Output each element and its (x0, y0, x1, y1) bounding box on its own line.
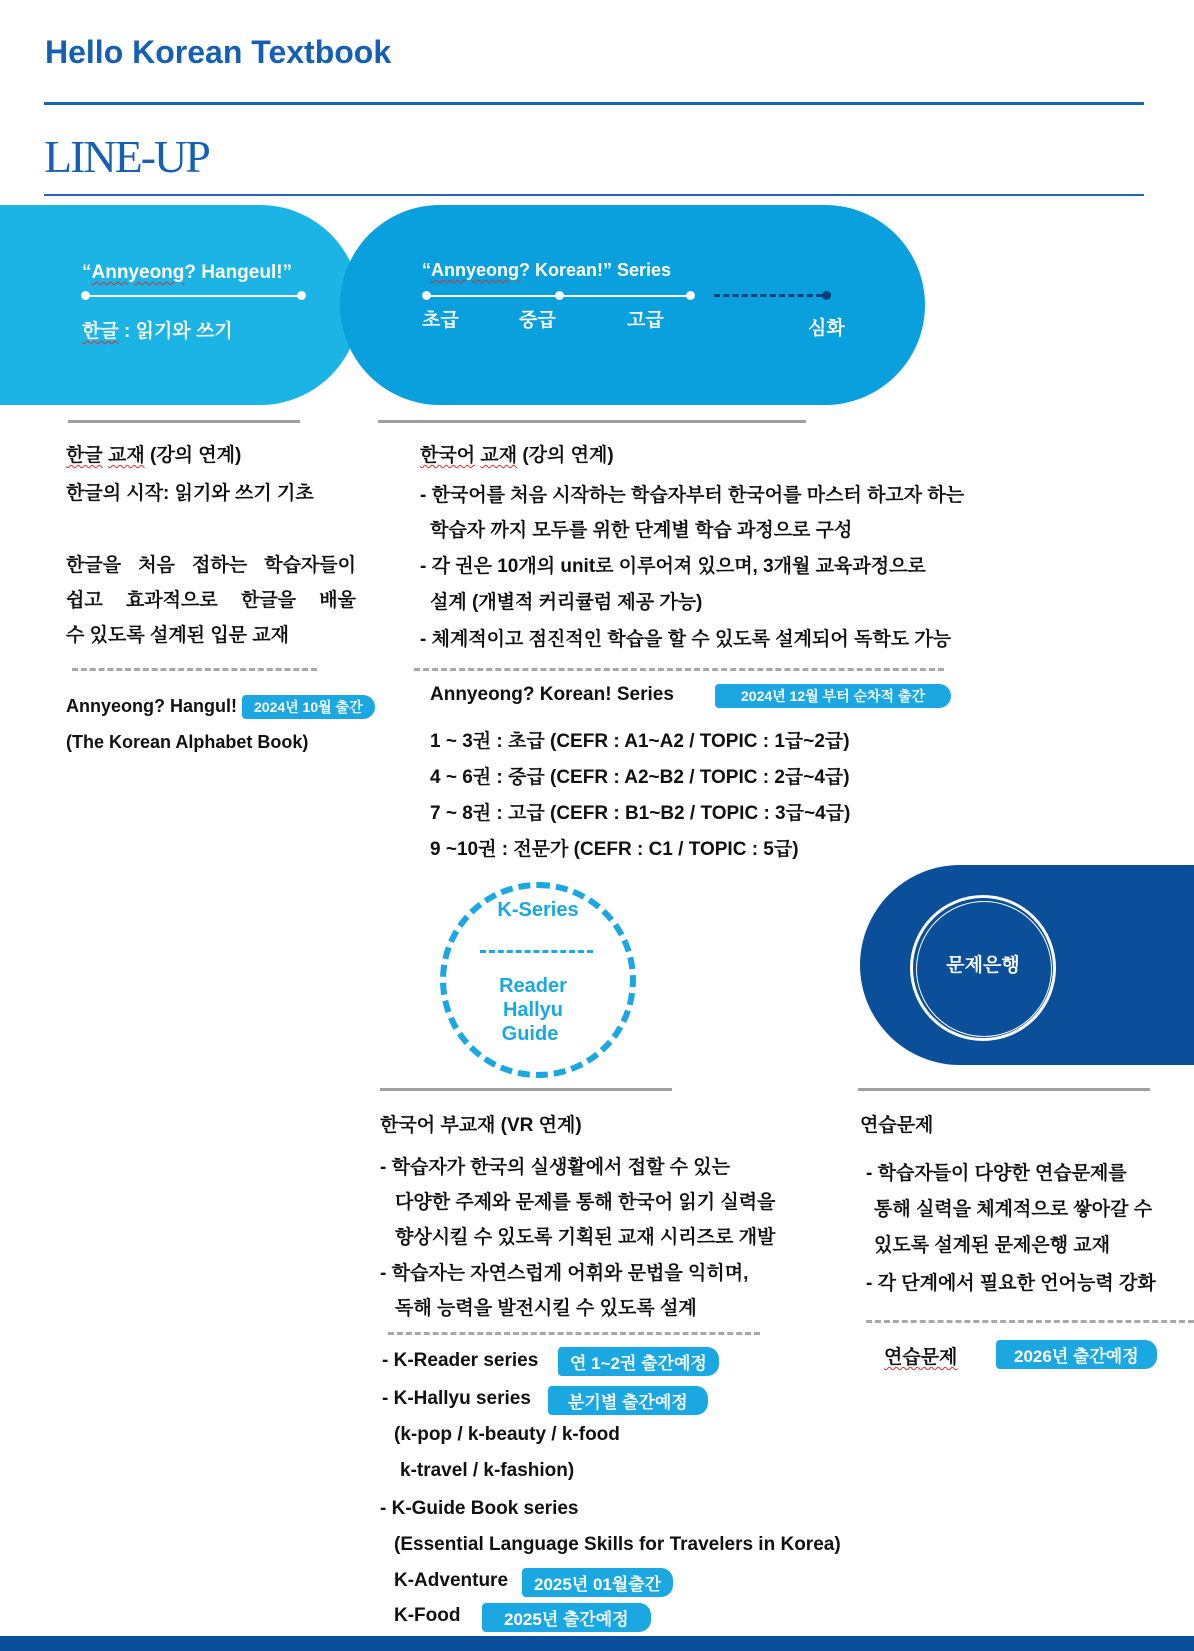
practice-section-heading: 연습문제 (860, 1115, 934, 1136)
k-adventure-label: K-Adventure (394, 1570, 509, 1591)
supp-bullet-2-cont: 독해 능력을 발전시킬 수 있도록 설계 (395, 1298, 697, 1319)
k-hallyu-topics-2: k-travel / k-fashion) (400, 1460, 575, 1481)
korean-bullet-1-cont: 학습자 까지 모두를 위한 단계별 학습 과정으로 구성 (430, 520, 853, 541)
series-dot-advanced (686, 291, 695, 300)
practice-bullet-2: - 각 단계에서 필요한 언어능력 강화 (866, 1273, 1156, 1294)
k-hallyu-topics-1: (k-pop / k-beauty / k-food (394, 1424, 620, 1445)
korean-section-heading: 한국어 교재 (강의 연계) (420, 445, 614, 466)
practice-dashed-divider (866, 1320, 1194, 1323)
header-divider (44, 102, 1144, 105)
k-guide-subtitle: (Essential Language Skills for Travelers in Korea) (394, 1534, 841, 1555)
hangeul-desc-2: 쉽고 효과적으로 한글을 배울 (66, 590, 356, 611)
korean-level-expert: 9 ~10권 : 전문가 (CEFR : C1 / TOPIC : 5급) (430, 839, 799, 860)
hangeul-pill-dot-end (297, 291, 306, 300)
practice-section-divider (858, 1088, 1150, 1091)
hangeul-book-row (66, 695, 375, 719)
supp-bullet-1-cont-a: 다양한 주제와 문제를 통해 한국어 읽기 실력을 (395, 1192, 776, 1213)
hangeul-desc-3: 수 있도록 설계된 입문 교재 (66, 625, 290, 646)
k-guide-label: - K-Guide Book series (380, 1498, 579, 1519)
supp-bullet-1: - 학습자가 한국의 실생활에서 접할 수 있는 (380, 1157, 731, 1178)
hangeul-dashed-divider (72, 668, 317, 671)
hangeul-pill-line (82, 295, 302, 297)
korean-dashed-divider (414, 668, 944, 671)
practice-bullet-1-cont-a: 통해 실력을 체계적으로 쌓아갈 수 (874, 1199, 1153, 1220)
lineup-heading: LINE-UP (44, 131, 209, 182)
korean-bullet-2-cont: 설계 (개별적 커리큘럼 제공 가능) (430, 592, 703, 613)
korean-bullet-3: - 체계적이고 점진적인 학습을 할 수 있도록 설계되어 독학도 가능 (420, 629, 952, 650)
hangeul-pill (0, 205, 360, 405)
k-series-hallyu: Hallyu (502, 999, 564, 1021)
footer-bar (0, 1636, 1194, 1651)
k-series-title: K-Series (497, 899, 579, 921)
korean-level-intermediate: 4 ~ 6권 : 중급 (CEFR : A2~B2 / TOPIC : 2급~4급) (430, 767, 850, 788)
korean-series-release-badge: 2024년 12월 부터 순차적 출간 (715, 684, 951, 708)
supp-bullet-2: - 학습자는 자연스럽게 어휘와 문법을 익히며, (380, 1263, 749, 1284)
hangeul-desc-1: 한글을 처음 접하는 학습자들이 (66, 555, 356, 576)
hangeul-book-title: Annyeong? Hangul! (66, 696, 237, 716)
korean-bullet-2: - 각 권은 10개의 unit로 이루어져 있으며, 3개월 교육과정으로 (420, 556, 926, 577)
k-hallyu-label: - K-Hallyu series (382, 1388, 531, 1409)
k-food-label: K-Food (394, 1605, 461, 1626)
korean-section-divider (378, 420, 806, 423)
question-bank-label: 문제은행 (946, 955, 1020, 976)
series-pill-title: “Annyeong? Korean!” Series (422, 260, 672, 280)
hangeul-pill-subtitle: 한글 : 읽기와 쓰기 (82, 321, 233, 342)
hangeul-book-subtitle: (The Korean Alphabet Book) (66, 732, 309, 752)
hangeul-section-heading: 한글 교재 (강의 연계) (66, 445, 242, 466)
korean-series-title: Annyeong? Korean! Series (430, 684, 674, 705)
supp-bullet-1-cont-b: 향상시킬 수 있도록 기획된 교재 시리즈로 개발 (395, 1227, 776, 1248)
series-dot-mastery (822, 291, 831, 300)
practice-bullet-1-cont-b: 있도록 설계된 문제은행 교재 (874, 1235, 1111, 1256)
k-food-badge: 2025년 출간예정 (482, 1603, 651, 1632)
korean-level-advanced: 7 ~ 8권 : 고급 (CEFR : B1~B2 / TOPIC : 3급~4급) (430, 803, 851, 824)
hangeul-pill-title: “Annyeong? Hangeul!” (82, 262, 293, 283)
hangeul-release-badge: 2024년 10월 출간 (242, 695, 375, 719)
series-dot-intermediate (555, 291, 564, 300)
hangeul-section-divider (68, 420, 300, 423)
supp-section-divider (380, 1088, 672, 1091)
korean-level-beginner: 1 ~ 3권 : 초급 (CEFR : A1~A2 / TOPIC : 1급~2급) (430, 731, 850, 752)
k-series-divider (480, 950, 593, 953)
practice-label: 연습문제 (884, 1347, 958, 1368)
k-reader-label: - K-Reader series (382, 1350, 539, 1371)
hangeul-intro-line: 한글의 시작: 읽기와 쓰기 기초 (66, 483, 314, 504)
k-reader-badge: 연 1~2권 출간예정 (558, 1347, 719, 1376)
hangeul-pill-dot-start (81, 291, 90, 300)
k-adventure-badge: 2025년 01월출간 (522, 1568, 673, 1597)
level-advanced: 고급 (627, 310, 664, 331)
page-title: Hello Korean Textbook (45, 34, 392, 70)
series-dot-beginner (422, 291, 431, 300)
k-series-guide: Guide (501, 1023, 559, 1045)
korean-bullet-1: - 한국어를 처음 시작하는 학습자부터 한국어를 마스터 하고자 하는 (420, 485, 965, 506)
lineup-divider (44, 194, 1144, 196)
series-pill-dashed-line (714, 294, 822, 297)
level-beginner: 초급 (422, 310, 459, 331)
level-intermediate: 중급 (519, 310, 556, 331)
supp-section-heading: 한국어 부교재 (VR 연계) (380, 1115, 582, 1136)
k-series-reader: Reader (499, 975, 567, 997)
k-hallyu-badge: 분기별 출간예정 (548, 1386, 708, 1415)
supp-dashed-divider (388, 1332, 760, 1335)
practice-release-badge: 2026년 출간예정 (996, 1340, 1157, 1369)
practice-bullet-1: - 학습자들이 다양한 연습문제를 (866, 1163, 1127, 1184)
level-mastery: 심화 (808, 318, 845, 339)
